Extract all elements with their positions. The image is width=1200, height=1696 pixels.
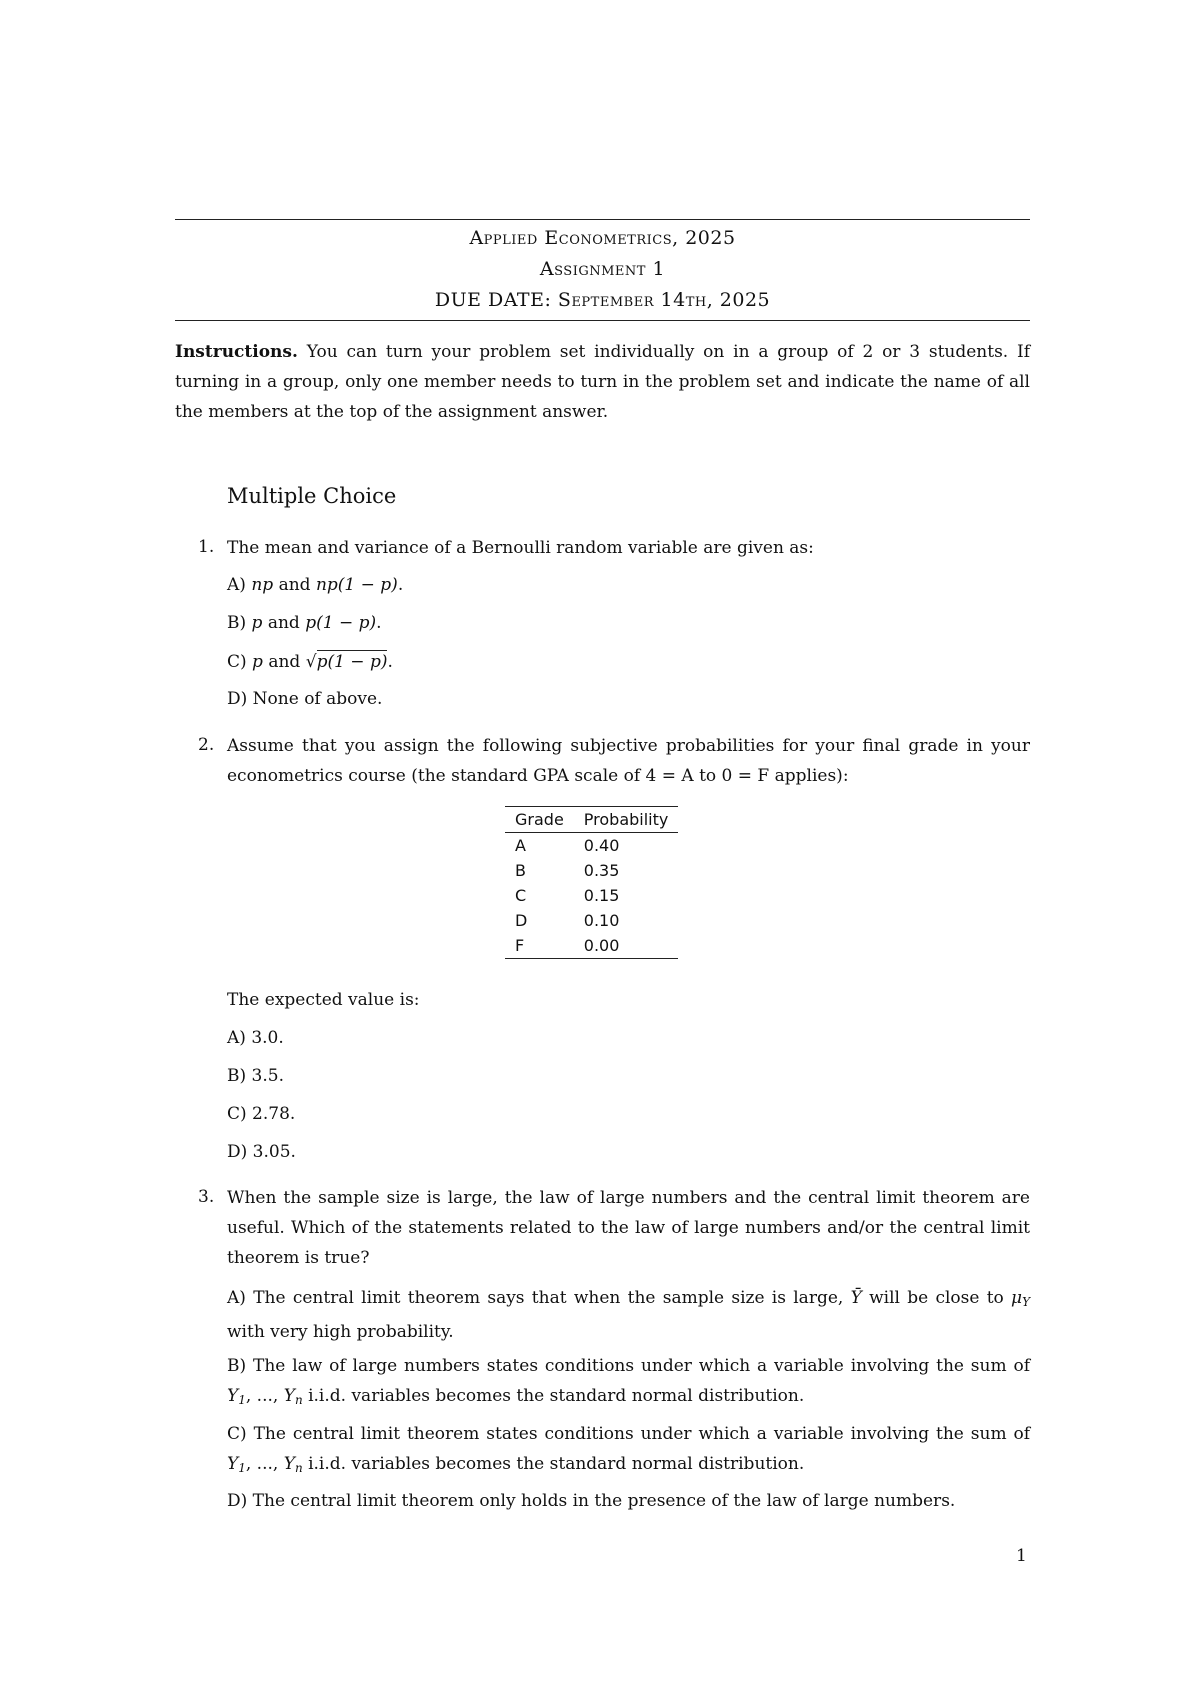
instructions-label: Instructions. bbox=[175, 342, 298, 362]
table-header-grade: Grade bbox=[515, 810, 564, 829]
due-date-label: DUE DATE: bbox=[434, 289, 552, 311]
q2-option-d: D) 3.05. bbox=[227, 1142, 296, 1162]
q3-text: When the sample size is large, the law of large numbers and the central limit theorem are useful. Which of the statements related to the law of large numbers and/or the central limit theorem is true? bbox=[227, 1188, 1030, 1268]
grade-probability-table bbox=[505, 806, 678, 959]
q1-option-b: B) p and p(1 − p). bbox=[227, 613, 382, 633]
due-date-line bbox=[175, 289, 1030, 311]
q2-option-a: A) 3.0. bbox=[227, 1028, 284, 1048]
q2-text: Assume that you assign the following subjective probabilities for your final grade in your econometrics course (the standard GPA scale of 4 = A to 0 = F applies): bbox=[227, 736, 1030, 786]
q1-option-a: A) np and np(1 − p). bbox=[227, 575, 404, 595]
instructions-paragraph bbox=[175, 337, 1030, 427]
q3-option-a: A) The central limit theorem says that when the sample size is large, Ȳ will be close to $\mu_Y$ with very high probability. bbox=[227, 1288, 1031, 1342]
sqrt-symbol: √ bbox=[305, 652, 317, 672]
q2-option-b: B) 3.5. bbox=[227, 1066, 284, 1086]
q1-text: The mean and variance of a Bernoulli random variable are given as: bbox=[227, 538, 814, 558]
q2-option-c: C) 2.78. bbox=[227, 1104, 296, 1124]
table-header-row bbox=[505, 807, 678, 833]
assignment-title: Assignment 1 bbox=[539, 258, 666, 280]
sqrt-radicand: p(1 − p) bbox=[316, 652, 388, 672]
q1-option-c: C) p and √p(1 − p). bbox=[227, 652, 393, 672]
q1-option-d: D) None of above. bbox=[227, 689, 383, 709]
table-header-probability: Probability bbox=[583, 810, 669, 829]
table-row: B 0.35 bbox=[515, 861, 620, 880]
table-row: D 0.10 bbox=[515, 911, 620, 930]
header-bottom-rule bbox=[175, 320, 1030, 321]
q3-option-c: C) The central limit theorem states conditions under which a variable involving the sum of $Y_1$, ..., $Y_n$ i.i.d. variables becomes the standard normal distribution. bbox=[227, 1424, 1030, 1475]
q2-prompt: The expected value is: bbox=[227, 990, 420, 1010]
page-number: 1 bbox=[1016, 1546, 1027, 1566]
due-date-value: September 14th, 2025 bbox=[557, 289, 771, 311]
header-top-rule bbox=[175, 219, 1030, 220]
q3-option-b: B) The law of large numbers states conditions under which a variable involving the sum of $Y_1$, ..., $Y_n$ i.i.d. variables becomes the standard normal distribution. bbox=[227, 1356, 1030, 1407]
course-title: Applied Econometrics, 2025 bbox=[469, 227, 736, 249]
table-row: F 0.00 bbox=[505, 933, 678, 959]
q3-option-d: D) The central limit theorem only holds in the presence of the law of large numbers. bbox=[227, 1491, 956, 1511]
table-row: C 0.15 bbox=[515, 886, 620, 905]
instructions-text: You can turn your problem set individually on in a group of 2 or 3 students. If turning in a group, only one member needs to turn in the problem set and indicate the name of all the members at the top of the assignment answer. bbox=[175, 342, 1031, 422]
q3-number: 3. bbox=[198, 1187, 215, 1207]
q2-number: 2. bbox=[198, 735, 215, 755]
table-row: A 0.40 bbox=[515, 836, 620, 855]
q1-number: 1. bbox=[198, 537, 215, 557]
section-title-multiple-choice: Multiple Choice bbox=[227, 484, 397, 508]
